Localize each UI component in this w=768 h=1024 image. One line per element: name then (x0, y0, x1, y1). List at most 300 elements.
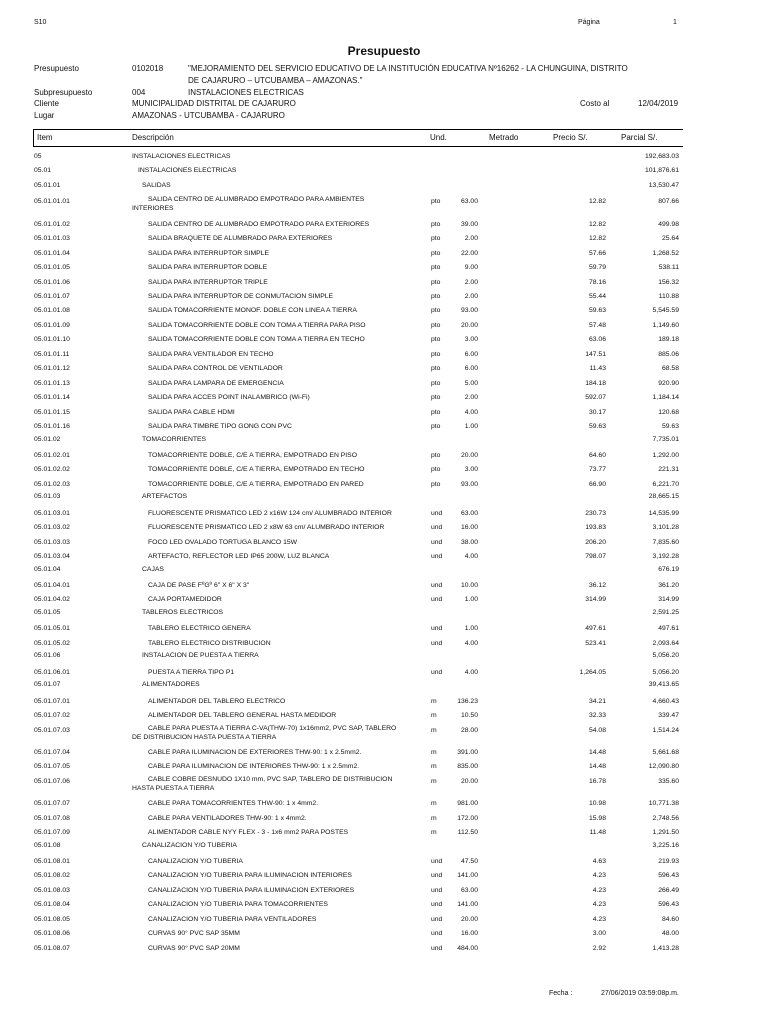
row-unit: pto (431, 220, 441, 228)
row-unit: pto (431, 379, 441, 387)
row-metrado: 6.00 (464, 365, 478, 373)
row-unit: m (431, 777, 437, 785)
row-parcial: 2,093.64 (652, 639, 679, 647)
row-item-code: 05.01.02.03 (34, 480, 70, 488)
row-description: SALIDA PARA LAMPARA DE EMERGENCIA (148, 379, 284, 387)
row-parcial: 156.32 (658, 278, 679, 286)
row-precio: 59.63 (588, 307, 606, 315)
row-metrado: 5.00 (464, 379, 478, 387)
row-item-code: 05.01.05.01 (34, 625, 70, 633)
row-description: TABLERO ELECTRICO DISTRIBUCION (148, 639, 271, 647)
row-description: SALIDA PARA ACCES POINT INALAMBRICO (Wi-Fi) (148, 394, 310, 402)
row-description: SALIDA PARA CONTROL DE VENTILADOR (148, 365, 283, 373)
row-item-code: 05.01.07.08 (34, 814, 70, 822)
row-parcial: 3,225.16 (652, 841, 679, 849)
row-item-code: 05.01.08.06 (34, 930, 70, 938)
row-description-continued: HASTA PUESTA A TIERRA (132, 784, 215, 792)
row-precio: 4.63 (592, 858, 606, 865)
row-unit: und (431, 930, 443, 938)
row-parcial: 48.00 (661, 930, 679, 938)
row-item-code: 05.01.07.05 (34, 763, 70, 771)
row-parcial: 3,192.28 (652, 553, 679, 561)
row-precio: 4.23 (592, 915, 606, 923)
row-parcial: 314.99 (658, 596, 679, 604)
row-description: FLUORESCENTE PRISMATICO LED 2 x16W 124 cm/ ALUMBRADO INTERIOR (148, 509, 392, 517)
row-precio: 4.23 (592, 901, 606, 909)
row-item-code: 05.01.07.07 (34, 800, 70, 808)
row-item-code: 05.01.01.04 (34, 249, 70, 257)
row-parcial: 189.18 (658, 336, 679, 344)
row-description: ALIMENTADOR DEL TABLERO GENERAL HASTA MEDIDOR (148, 712, 337, 720)
row-parcial: 39,413.65 (648, 681, 679, 689)
row-item-code: 05.01.03.01 (34, 509, 70, 517)
row-unit: m (431, 748, 437, 756)
row-precio: 15.98 (588, 814, 606, 822)
row-metrado: 10.00 (460, 582, 478, 589)
row-item-code: 05.01.02.02 (34, 466, 70, 474)
row-unit: pto (431, 350, 441, 358)
row-precio: 4.23 (592, 886, 606, 894)
row-unit: pto (431, 235, 441, 243)
row-parcial: 84.60 (661, 915, 679, 923)
row-item-code: 05.01.01.02 (34, 220, 70, 228)
row-parcial: 68.58 (661, 365, 679, 373)
column-header-descripcion: Descripción (132, 133, 174, 142)
row-description: CABLE PARA PUESTA A TIERRA C-VA(THW-70) 1x16mm2, PVC SAP, TABLERO (148, 724, 397, 732)
row-unit: pto (431, 423, 441, 431)
row-description: CANALIZACION Y/O TUBERIA PARA TOMACORRIENTES (148, 901, 328, 909)
row-item-code: 05.01.01.15 (34, 408, 70, 416)
row-parcial: 5,056.20 (652, 668, 679, 676)
row-item-code: 05.01.05.02 (34, 639, 70, 647)
row-item-code: 05.01.08 (34, 841, 61, 849)
row-precio: 1,264.05 (579, 668, 606, 676)
row-unit: und (431, 639, 443, 647)
row-unit: m (431, 763, 437, 771)
row-unit: pto (431, 408, 441, 416)
row-metrado: 4.00 (464, 668, 478, 676)
row-parcial: 2,748.56 (652, 814, 679, 822)
row-parcial: 1,149.60 (652, 321, 679, 329)
row-item-code: 05.01.08.02 (34, 872, 70, 880)
row-parcial: 5,661.68 (652, 748, 679, 756)
row-unit: pto (431, 321, 441, 329)
row-description: PUESTA A TIERRA TIPO P1 (148, 668, 235, 676)
row-description: INSTALACIONES ELECTRICAS (132, 153, 231, 160)
row-metrado: 172.00 (457, 814, 478, 822)
row-parcial: 28,665.15 (648, 493, 679, 501)
row-item-code: 05.01.04.02 (34, 596, 70, 604)
row-description: INSTALACION DE PUESTA A TIERRA (142, 652, 259, 660)
row-parcial: 219.93 (658, 858, 679, 865)
presupuesto-name-line1: "MEJORAMIENTO DEL SERVICIO EDUCATIVO DE LA INSTITUCIÓN EDUCATIVA Nº16262 - LA CHUNGUINA, DISTRITO (188, 64, 628, 73)
row-description: ALIMENTADORES (142, 681, 200, 689)
row-metrado: 22.00 (460, 249, 478, 257)
row-metrado: 1.00 (464, 596, 478, 604)
row-parcial: 59.63 (661, 423, 679, 431)
row-precio: 59.79 (588, 264, 606, 272)
row-description: SALIDA CENTRO DE ALUMBRADO EMPOTRADO PARA EXTERIORES (148, 220, 370, 228)
row-metrado: 835.00 (457, 763, 478, 771)
row-unit: pto (431, 336, 441, 344)
row-item-code: 05.01.08.01 (34, 858, 70, 865)
row-description: FOCO LED OVALADO TORTUGA BLANCO 15W (148, 538, 298, 546)
row-metrado: 1.00 (464, 423, 478, 431)
row-item-code: 05.01.07.02 (34, 712, 70, 720)
row-parcial: 14,535.99 (648, 509, 679, 517)
row-item-code: 05.01.01.07 (34, 293, 70, 300)
row-metrado: 6.00 (464, 350, 478, 358)
row-metrado: 136.23 (457, 697, 478, 705)
row-description: SALIDA TOMACORRIENTE DOBLE CON TOMA A TIERRA EN TECHO (148, 336, 365, 344)
row-item-code: 05.01.01.16 (34, 423, 70, 431)
presupuesto-name-line2: DE CAJARURO – UTCUBAMBA – AMAZONAS." (188, 76, 363, 85)
row-precio: 11.43 (589, 365, 606, 373)
row-description: TOMACORRIENTES (142, 435, 207, 443)
column-header-item: Item (37, 133, 53, 142)
row-description: SALIDA PARA CABLE HDMI (148, 408, 235, 416)
row-parcial: 25.64 (661, 235, 679, 243)
row-parcial: 192,683.03 (644, 153, 679, 160)
row-precio: 206.20 (585, 538, 606, 546)
row-parcial: 7,835.60 (652, 538, 679, 546)
row-parcial: 2,591.25 (652, 608, 679, 616)
row-description: INSTALACIONES ELECTRICAS (138, 167, 237, 175)
row-precio: 314.99 (585, 596, 606, 604)
row-metrado: 3.00 (464, 336, 478, 344)
row-unit: m (431, 814, 437, 822)
row-description: SALIDA PARA INTERRUPTOR DE CONMUTACION SIMPLE (148, 293, 334, 300)
row-parcial: 12,090.80 (648, 763, 679, 771)
row-parcial: 499.98 (658, 220, 679, 228)
row-parcial: 221.31 (658, 466, 679, 474)
fecha-value: 27/06/2019 03:59:08p.m. (601, 990, 679, 997)
row-unit: pto (431, 394, 441, 402)
row-parcial: 1,514.24 (652, 726, 679, 734)
row-metrado: 20.00 (460, 777, 478, 785)
row-item-code: 05.01.01 (34, 181, 61, 189)
row-parcial: 3,101.28 (652, 524, 679, 532)
row-parcial: 596.43 (658, 872, 679, 880)
row-metrado: 1.00 (464, 625, 478, 633)
row-description-continued: DE DISTRIBUCION HASTA PUESTA A TIERRA (132, 733, 277, 741)
row-unit: m (431, 712, 437, 720)
row-unit: m (431, 829, 437, 837)
row-unit: und (431, 915, 443, 923)
row-description: CABLE PARA VENTILADORES THW-90: 1 x 4mm2. (148, 814, 307, 822)
subpresupuesto-name: INSTALACIONES ELECTRICAS (188, 88, 304, 97)
row-metrado: 39.00 (460, 220, 478, 228)
row-precio: 4.23 (592, 872, 606, 880)
row-description: FLUORESCENTE PRISMATICO LED 2 x8W 63 cm/ ALUMBRADO INTERIOR (148, 524, 385, 532)
row-item-code: 05.01.03.04 (34, 553, 70, 561)
row-parcial: 538.11 (658, 264, 679, 272)
row-parcial: 4,660.43 (652, 697, 679, 705)
row-precio: 30.17 (588, 408, 606, 416)
row-metrado: 20.00 (460, 321, 478, 329)
row-unit: und (431, 553, 443, 561)
page-label: Página (578, 19, 600, 26)
row-description: ALIMENTADOR DEL TABLERO ELECTRICO (148, 697, 286, 705)
row-item-code: 05.01.01.03 (34, 235, 70, 243)
row-description: CAJA PORTAMEDIDOR (148, 596, 222, 604)
row-metrado: 2.00 (464, 293, 478, 300)
row-unit: und (431, 625, 443, 633)
row-precio: 14.48 (588, 763, 606, 771)
row-unit: m (431, 726, 437, 734)
row-precio: 11.48 (589, 829, 606, 837)
row-item-code: 05.01.01.06 (34, 278, 70, 286)
row-item-code: 05.01.01.08 (34, 307, 70, 315)
row-metrado: 16.00 (460, 930, 478, 938)
row-precio: 55.44 (588, 293, 606, 300)
row-unit: und (431, 596, 443, 604)
row-description: TOMACORRIENTE DOBLE, C/E A TIERRA, EMPOTRADO EN PARED (148, 480, 364, 488)
row-item-code: 05.01 (34, 167, 52, 175)
row-metrado: 141.00 (457, 872, 478, 880)
row-metrado: 2.00 (464, 278, 478, 286)
row-parcial: 361.20 (658, 582, 679, 589)
row-precio: 32.33 (588, 712, 606, 720)
row-description: TOMACORRIENTE DOBLE, C/E A TIERRA, EMPOTRADO EN PISO (148, 451, 357, 459)
row-item-code: 05.01.07.01 (34, 697, 70, 705)
row-item-code: 05.01.07.03 (34, 726, 70, 734)
row-parcial: 120.68 (658, 408, 679, 416)
row-item-code: 05.01.07.09 (34, 829, 70, 837)
row-precio: 73.77 (588, 466, 606, 474)
row-metrado: 4.00 (464, 408, 478, 416)
row-description: CABLE COBRE DESNUDO 1X10 mm, PVC SAP, TABLERO DE DISTRIBUCION (148, 775, 393, 783)
row-unit: pto (431, 264, 441, 272)
fecha-label: Fecha : (549, 990, 573, 997)
row-description: SALIDA PARA INTERRUPTOR DOBLE (148, 264, 268, 272)
row-description: SALIDA BRAQUETE DE ALUMBRADO PARA EXTERIORES (148, 235, 333, 243)
row-metrado: 4.00 (464, 639, 478, 647)
row-metrado: 9.00 (464, 264, 478, 272)
row-description-continued: INTERIORES (132, 205, 174, 213)
table-header (33, 129, 683, 147)
row-description: SALIDA TOMACORRIENTE DOBLE CON TOMA A TIERRA PARA PISO (148, 321, 366, 329)
row-parcial: 497.61 (658, 625, 679, 633)
row-item-code: 05.01.04.01 (34, 582, 70, 589)
page-title: Presupuesto (347, 44, 421, 58)
row-item-code: 05.01.07.06 (34, 777, 70, 785)
row-parcial: 1,291.50 (652, 829, 679, 837)
lugar-label: Lugar (34, 111, 55, 120)
row-item-code: 05.01.08.03 (34, 886, 70, 894)
column-header-precio: Precio S/. (553, 133, 588, 142)
row-metrado: 63.00 (460, 886, 478, 894)
row-parcial: 1,413.28 (652, 944, 679, 952)
row-description: CANALIZACION Y/O TUBERIA PARA ILUMINACION INTERIORES (148, 872, 352, 880)
row-unit: und (431, 524, 443, 532)
column-header-parcial: Parcial S/. (621, 133, 658, 142)
row-metrado: 63.00 (460, 198, 478, 206)
row-metrado: 63.00 (460, 509, 478, 517)
row-metrado: 38.00 (460, 538, 478, 546)
row-metrado: 16.00 (460, 524, 478, 532)
row-item-code: 05.01.08.07 (34, 944, 70, 952)
row-precio: 16.78 (588, 777, 606, 785)
row-metrado: 3.00 (464, 466, 478, 474)
row-metrado: 141.00 (457, 901, 478, 909)
row-item-code: 05.01.01.10 (34, 336, 70, 344)
row-precio: 78.16 (588, 278, 606, 286)
row-unit: pto (431, 278, 441, 286)
row-precio: 230.73 (585, 509, 606, 517)
row-precio: 12.82 (588, 198, 606, 206)
row-parcial: 101,876.61 (644, 167, 679, 175)
row-description: SALIDA PARA VENTILADOR EN TECHO (148, 350, 274, 358)
row-precio: 64.60 (588, 451, 606, 459)
row-item-code: 05.01.01.13 (34, 379, 70, 387)
row-metrado: 112.50 (457, 829, 478, 837)
row-unit: und (431, 538, 443, 546)
row-precio: 57.48 (588, 321, 606, 329)
presupuesto-code: 0102018 (132, 64, 164, 73)
row-precio: 592.07 (585, 394, 606, 402)
row-unit: pto (431, 249, 441, 257)
row-parcial: 7,735.01 (652, 435, 679, 443)
row-description: SALIDA TOMACORRIENTE MONOF. DOBLE CON LINEA A TIERRA (148, 307, 357, 315)
row-description: TOMACORRIENTE DOBLE, C/E A TIERRA, EMPOTRADO EN TECHO (148, 466, 365, 474)
row-precio: 193.83 (585, 524, 606, 532)
cliente-label: Cliente (34, 99, 59, 108)
row-description: CAJAS (142, 565, 164, 573)
row-unit: und (431, 944, 443, 952)
row-metrado: 2.00 (464, 394, 478, 402)
row-precio: 12.82 (588, 235, 606, 243)
row-unit: und (431, 509, 443, 517)
row-item-code: 05.01.03.03 (34, 538, 70, 546)
row-metrado: 93.00 (460, 480, 478, 488)
row-item-code: 05.01.07 (34, 681, 61, 689)
row-description: CAJA DE PASE FºGº 6" X 6" X 3" (148, 582, 250, 589)
row-parcial: 5,056.20 (652, 652, 679, 660)
row-description: CABLE PARA TOMACORRIENTES THW-90: 1 x 4mm2. (148, 800, 319, 808)
presupuesto-label: Presupuesto (34, 64, 79, 73)
row-precio: 523.41 (585, 639, 606, 647)
row-metrado: 4.00 (464, 553, 478, 561)
row-unit: m (431, 800, 437, 808)
row-unit: m (431, 697, 437, 705)
row-description: ALIMENTADOR CABLE NYY FLEX - 3 - 1x6 mm2 PARA POSTES (148, 829, 349, 837)
row-unit: und (431, 668, 443, 676)
row-item-code: 05.01.08.04 (34, 901, 70, 909)
page-number: 1 (673, 19, 677, 26)
row-description: TABLEROS ELECTRICOS (142, 608, 224, 616)
row-metrado: 391.00 (457, 748, 478, 756)
row-parcial: 335.60 (658, 777, 679, 785)
row-parcial: 266.49 (658, 886, 679, 894)
row-precio: 66.90 (588, 480, 606, 488)
row-precio: 59.63 (588, 423, 606, 431)
row-description: SALIDA CENTRO DE ALUMBRADO EMPOTRADO PARA AMBIENTES (148, 196, 365, 204)
row-metrado: 2.00 (464, 235, 478, 243)
row-precio: 147.51 (585, 350, 606, 358)
row-precio: 57.66 (588, 249, 606, 257)
row-item-code: 05.01.01.05 (34, 264, 70, 272)
row-unit: und (431, 858, 443, 865)
row-parcial: 1,268.52 (652, 249, 679, 257)
row-parcial: 920.90 (658, 379, 679, 387)
row-item-code: 05.01.02.01 (34, 451, 70, 459)
row-item-code: 05.01.06 (34, 652, 61, 660)
row-unit: und (431, 886, 443, 894)
row-precio: 34.21 (588, 697, 606, 705)
row-parcial: 1,292.00 (652, 451, 679, 459)
subpresupuesto-label: Subpresupuesto (34, 88, 93, 97)
row-precio: 184.18 (585, 379, 606, 387)
row-item-code: 05.01.05 (34, 608, 61, 616)
row-description: ARTEFACTO, REFLECTOR LED IP65 200W, LUZ BLANCA (148, 553, 330, 561)
costo-date: 12/04/2019 (638, 99, 679, 108)
row-metrado: 10.50 (460, 712, 478, 720)
row-unit: und (431, 582, 443, 589)
row-item-code: 05.01.07.04 (34, 748, 70, 756)
row-parcial: 676.19 (658, 565, 679, 573)
row-parcial: 110.88 (658, 293, 679, 300)
row-item-code: 05.01.02 (34, 435, 61, 443)
row-precio: 12.82 (588, 220, 606, 228)
row-item-code: 05.01.03.02 (34, 524, 70, 532)
row-parcial: 885.06 (658, 350, 679, 358)
row-description: CURVAS 90° PVC SAP 35MM (148, 930, 240, 938)
column-header-und: Und. (430, 133, 447, 142)
row-metrado: 20.00 (460, 915, 478, 923)
row-description: SALIDA PARA TIMBRE TIPO GONG CON PVC (148, 423, 292, 431)
row-precio: 2.92 (592, 944, 606, 952)
row-metrado: 47.50 (460, 858, 478, 865)
costo-label: Costo al (580, 99, 610, 108)
row-unit: pto (431, 451, 441, 459)
row-unit: und (431, 901, 443, 909)
row-item-code: 05.01.01.09 (34, 321, 70, 329)
row-description: CABLE PARA ILUMINACION DE EXTERIORES THW-90: 1 x 2.5mm2. (148, 748, 362, 756)
row-unit: pto (431, 293, 441, 300)
row-item-code: 05.01.03 (34, 493, 61, 501)
row-item-code: 05.01.06.01 (34, 668, 70, 676)
software-label: S10 (34, 19, 47, 26)
row-parcial: 5,545.59 (652, 307, 679, 315)
row-metrado: 981.00 (457, 800, 478, 808)
row-unit: pto (431, 307, 441, 315)
row-parcial: 10,771.38 (648, 800, 679, 808)
row-item-code: 05.01.01.12 (34, 365, 70, 373)
row-precio: 10.98 (588, 800, 606, 808)
row-metrado: 28.00 (460, 726, 478, 734)
row-parcial: 807.66 (658, 198, 679, 206)
row-metrado: 20.00 (460, 451, 478, 459)
row-description: CANALIZACION Y/O TUBERIA PARA VENTILADORES (148, 915, 317, 923)
row-item-code: 05.01.01.01 (34, 198, 70, 206)
row-parcial: 6,221.70 (652, 480, 679, 488)
row-unit: und (431, 872, 443, 880)
row-description: CANALIZACION Y/O TUBERIA PARA ILUMINACION EXTERIORES (148, 886, 355, 894)
row-parcial: 596.43 (658, 901, 679, 909)
row-description: CANALIZACION Y/O TUBERIA (148, 858, 243, 865)
row-precio: 63.06 (588, 336, 606, 344)
row-parcial: 1,184.14 (652, 394, 679, 402)
row-description: SALIDAS (142, 181, 171, 189)
row-metrado: 93.00 (460, 307, 478, 315)
row-description: TABLERO ELECTRICO GENERA (148, 625, 251, 633)
subpresupuesto-code: 004 (132, 88, 146, 97)
row-item-code: 05.01.01.11 (34, 350, 70, 358)
row-parcial: 13,530.47 (648, 181, 679, 189)
row-description: SALIDA PARA INTERRUPTOR SIMPLE (148, 249, 269, 257)
column-header-metrado: Metrado (489, 133, 519, 142)
